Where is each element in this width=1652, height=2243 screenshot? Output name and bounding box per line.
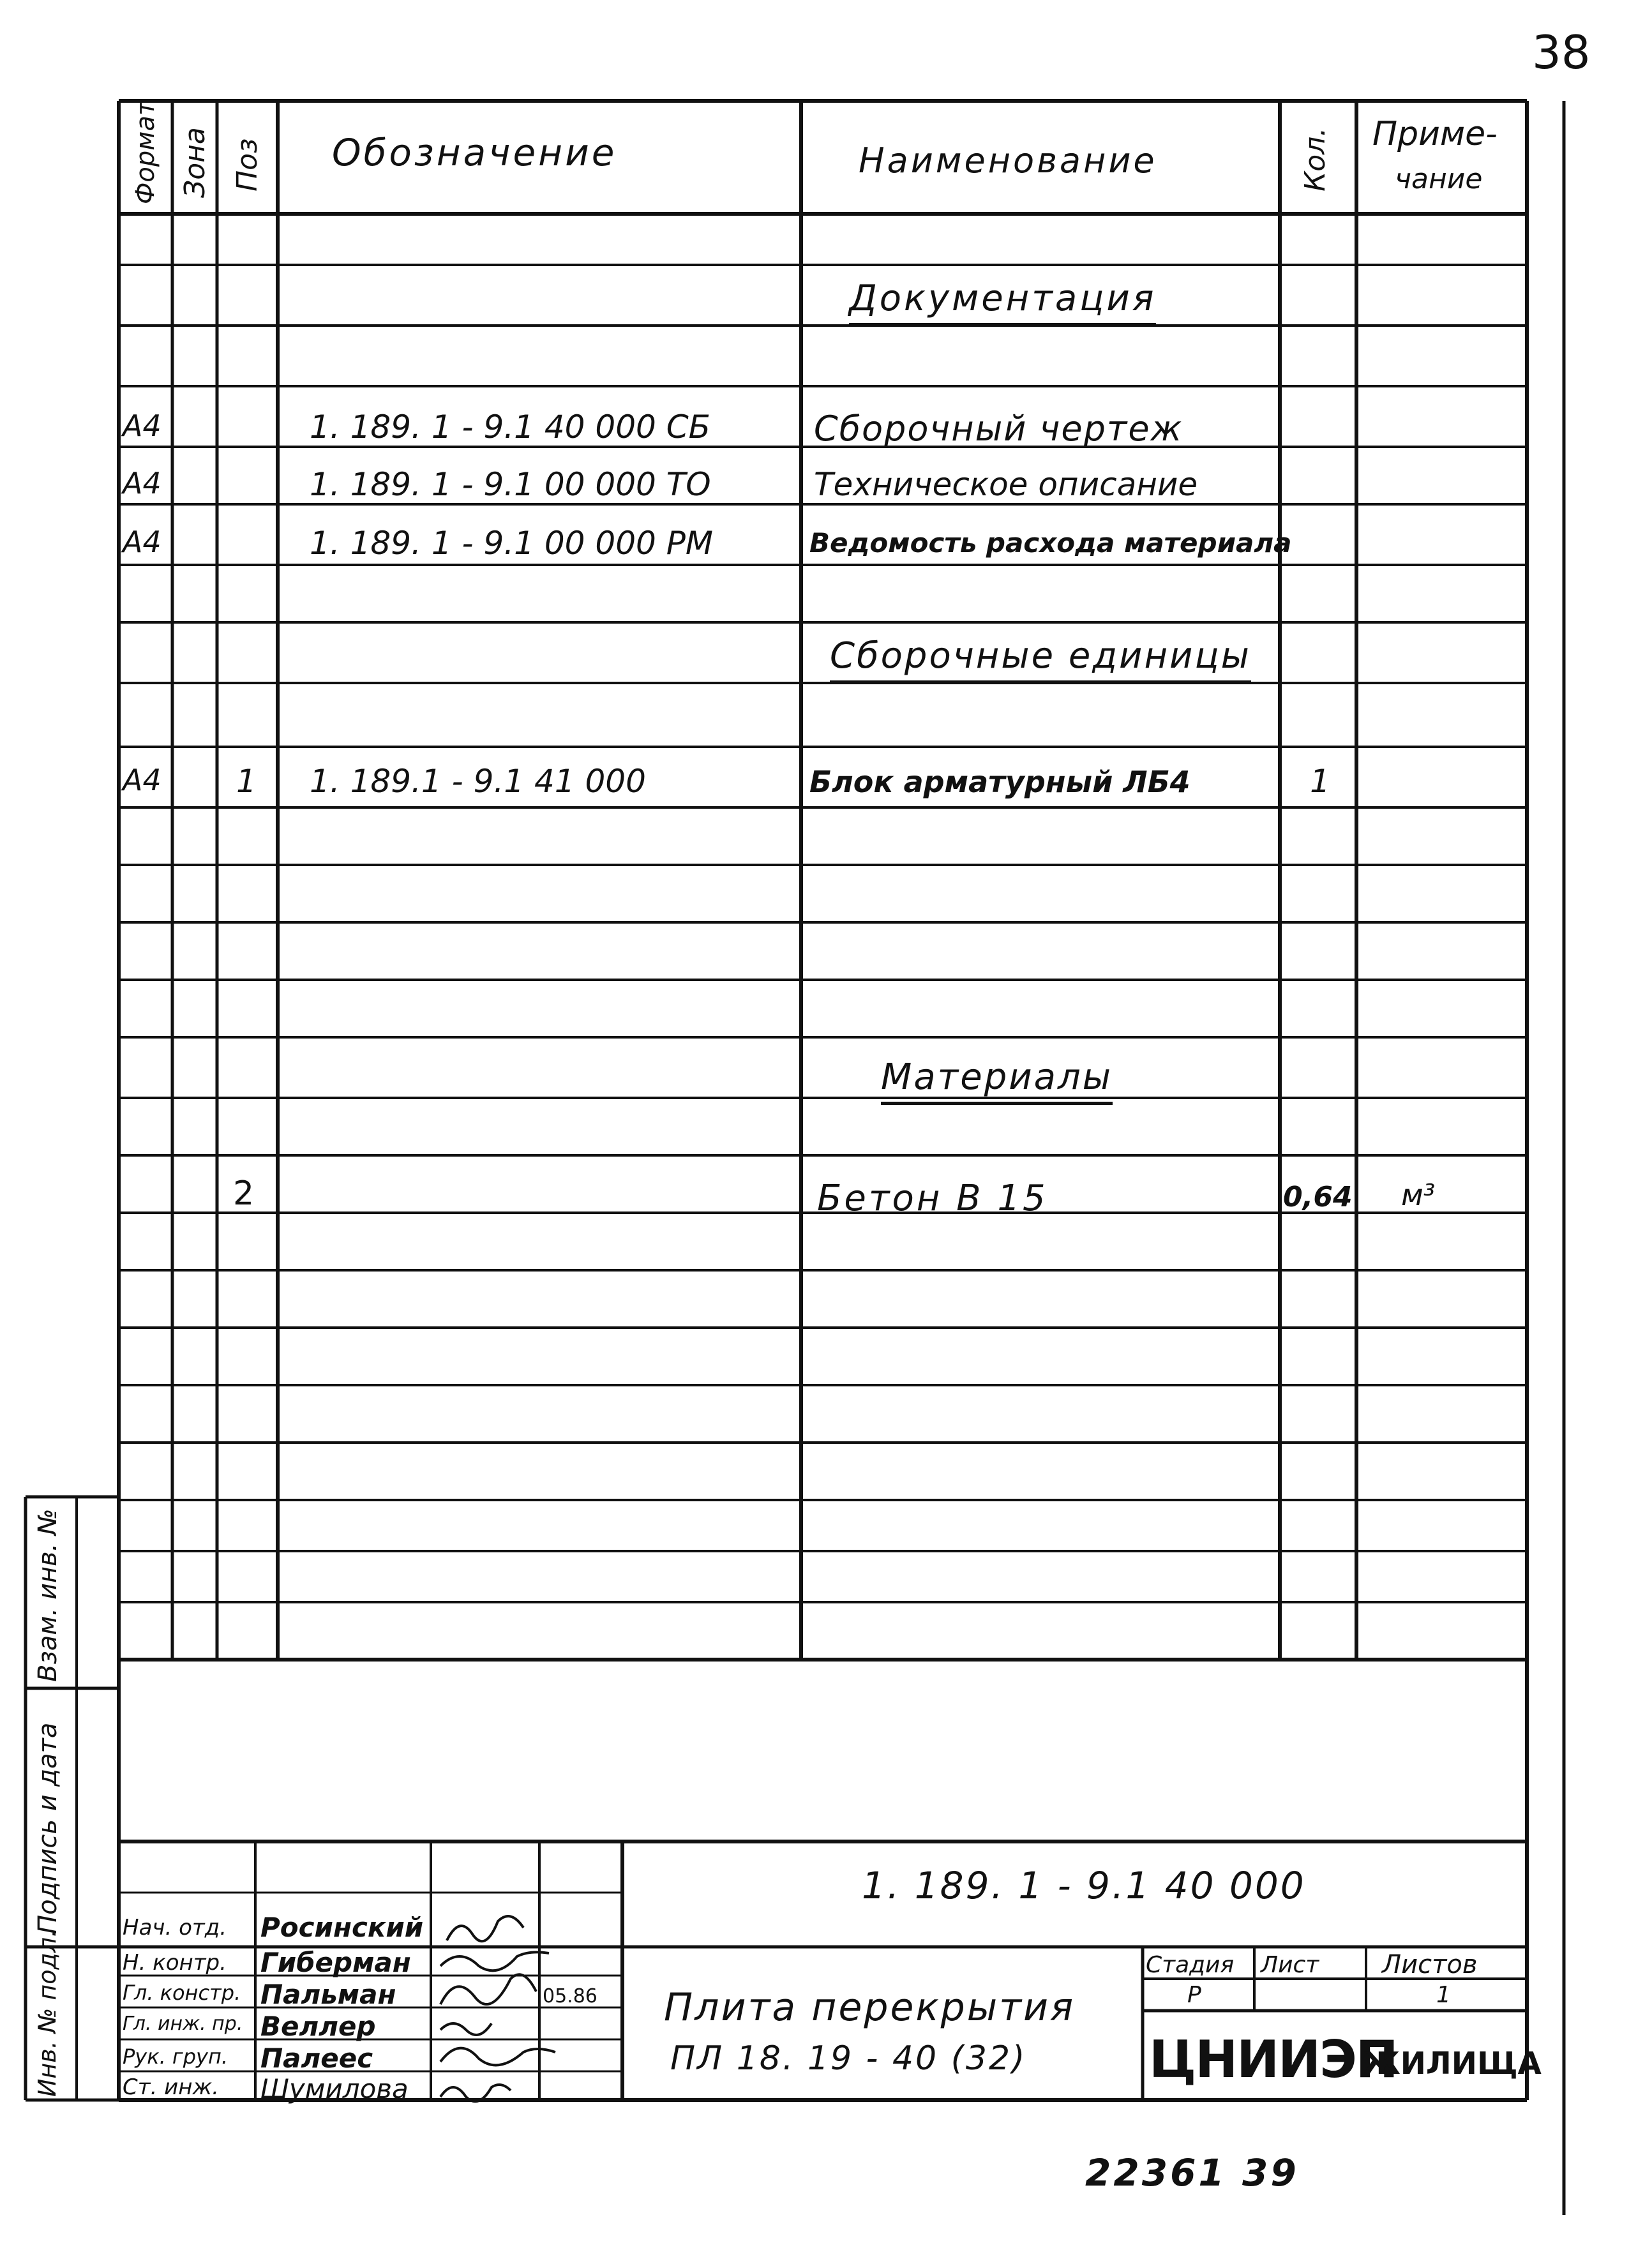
row-format: А4 bbox=[123, 525, 161, 559]
title-line2: ПЛ 18. 19 - 40 (32) bbox=[670, 2039, 1027, 2078]
signer-role: Нач. отд. bbox=[123, 1915, 227, 1940]
row-designation: 1. 189. 1 - 9.1 00 000 ТО bbox=[310, 466, 711, 503]
title-line1: Плита перекрытия bbox=[664, 1985, 1076, 2030]
page-number: 38 bbox=[1532, 26, 1591, 79]
side-label-sign-date: Подпись и дата bbox=[33, 1722, 63, 1934]
signer-name: Росинский bbox=[260, 1912, 424, 1943]
signature-date: 05.86 bbox=[543, 1985, 597, 2007]
signer-role: Рук. груп. bbox=[123, 2044, 229, 2069]
header-zone: Зона bbox=[179, 127, 211, 198]
signer-name: Веллер bbox=[260, 2011, 376, 2042]
row-designation: 1. 189. 1 - 9.1 00 000 РМ bbox=[310, 525, 714, 562]
signer-name: Гиберман bbox=[260, 1947, 411, 1978]
row-format: А4 bbox=[123, 763, 161, 797]
row-designation: 1. 189.1 - 9.1 41 000 bbox=[310, 763, 646, 800]
row-name: Ведомость расхода материала bbox=[809, 527, 1292, 559]
header-designation: Обозначение bbox=[332, 131, 617, 174]
signer-name: Пальман bbox=[260, 1979, 396, 2010]
signer-role: Гл. инж. пр. bbox=[123, 2013, 243, 2035]
row-name: Блок арматурный ЛБ4 bbox=[809, 765, 1190, 799]
row-name: Техническое описание bbox=[814, 466, 1198, 503]
signer-name: Шумилова bbox=[260, 2073, 409, 2104]
header-note-line1: Приме- bbox=[1372, 115, 1498, 153]
section-assembly-units: Сборочные единицы bbox=[830, 635, 1251, 684]
row-format: А4 bbox=[123, 409, 161, 443]
section-materials: Материалы bbox=[881, 1056, 1113, 1105]
sheets-label: Листов bbox=[1382, 1950, 1478, 1979]
signer-role: Ст. инж. bbox=[123, 2074, 219, 2100]
footer-number: 22361 39 bbox=[1085, 2151, 1299, 2194]
row-name: Бетон В 15 bbox=[817, 1178, 1048, 1219]
row-designation: 1. 189. 1 - 9.1 40 000 СБ bbox=[310, 409, 710, 446]
header-name: Наименование bbox=[859, 140, 1157, 181]
section-documentation: Документация bbox=[849, 278, 1156, 326]
sheets-value: 1 bbox=[1436, 1982, 1451, 2008]
header-qty: Кол. bbox=[1299, 127, 1332, 191]
signer-name: Палеес bbox=[260, 2043, 373, 2074]
organization-suffix: ЖИЛИЩА bbox=[1363, 2046, 1542, 2082]
doc-code: 1. 189. 1 - 9.1 40 000 bbox=[862, 1864, 1306, 1907]
signer-role: Гл. констр. bbox=[123, 1981, 241, 2005]
stage-label: Стадия bbox=[1146, 1952, 1235, 1978]
row-qty: 1 bbox=[1310, 763, 1330, 800]
header-pos: Поз bbox=[231, 138, 264, 191]
row-format: А4 bbox=[123, 466, 161, 500]
row-note: м³ bbox=[1401, 1178, 1436, 1212]
signer-role: Н. контр. bbox=[123, 1950, 227, 1976]
organization: ЦНИИЭП bbox=[1149, 2030, 1397, 2089]
row-pos: 1 bbox=[236, 763, 257, 800]
header-format: Формат bbox=[131, 100, 160, 204]
row-pos: 2 bbox=[233, 1174, 255, 1213]
stage-value: Р bbox=[1187, 1982, 1201, 2008]
row-qty: 0,64 bbox=[1283, 1181, 1353, 1213]
side-label-replace-inv: Взам. инв. № bbox=[33, 1508, 63, 1682]
row-name: Сборочный чертеж bbox=[814, 409, 1183, 449]
side-label-inv-orig: Инв. № подл. bbox=[33, 1929, 61, 2097]
sheet-label: Лист bbox=[1261, 1952, 1319, 1978]
header-note-line2: чание bbox=[1395, 163, 1483, 195]
